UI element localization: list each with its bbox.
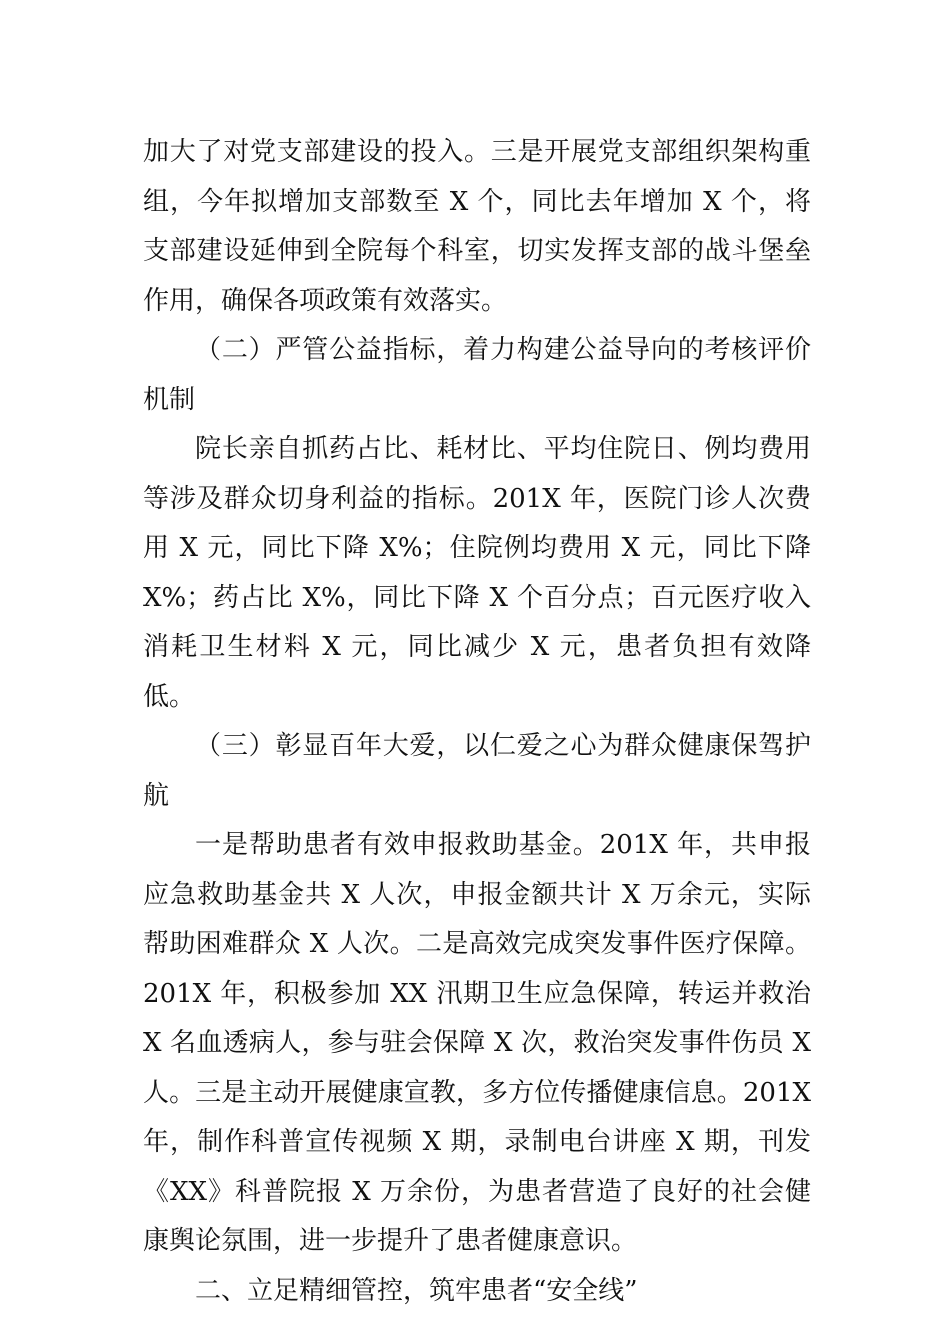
paragraph-assistance: 一是帮助患者有效申报救助基金。201X 年，共申报应急救助基金共 X 人次，申报金额共计 X 万余元，实际帮助困难群众 X 人次。二是高效完成突发事件医疗保障。201X 年，积极参加 XX 汛期卫生应急保障，转运并救治 X 名血透病人，参与驻会保障 X 次，救治突发事件伤员 X 人。三是主动开展健康宣教，多方位传播健康信息。201X 年，制作科普宣传视频 X 期，录制电台讲座 X 期，刊发《XX》科普院报 X 万余份，为患者营造了良好的社会健康舆论氛围，进一步提升了患者健康意识。 xyxy=(143,830,811,1256)
paragraph-indicators: 院长亲自抓药占比、耗材比、平均住院日、例均费用等涉及群众切身利益的指标。201X 年，医院门诊人次费用 X 元，同比下降 X%；住院例均费用 X 元，同比下降 X%；药占比 X%，同比下降 X 个百分点；百元医疗收入消耗卫生材料 X 元，同比减少 X 元，患者负担有效降低。 xyxy=(143,434,811,712)
chapter-heading-2: 二、立足精细管控，筑牢患者“安全线” xyxy=(195,1275,638,1306)
document-body xyxy=(143,128,811,1316)
paragraph-continuation: 加大了对党支部建设的投入。三是开展党支部组织架构重组，今年拟增加支部数至 X 个，同比去年增加 X 个，将支部建设延伸到全院每个科室，切实发挥支部的战斗堡垒作用，确保各项政策有效落实。 xyxy=(143,137,811,316)
section-heading-2: （二）严管公益指标，着力构建公益导向的考核评价机制 xyxy=(143,335,811,415)
section-heading-3: （三）彰显百年大爱，以仁爱之心为群众健康保驾护航 xyxy=(143,731,811,811)
